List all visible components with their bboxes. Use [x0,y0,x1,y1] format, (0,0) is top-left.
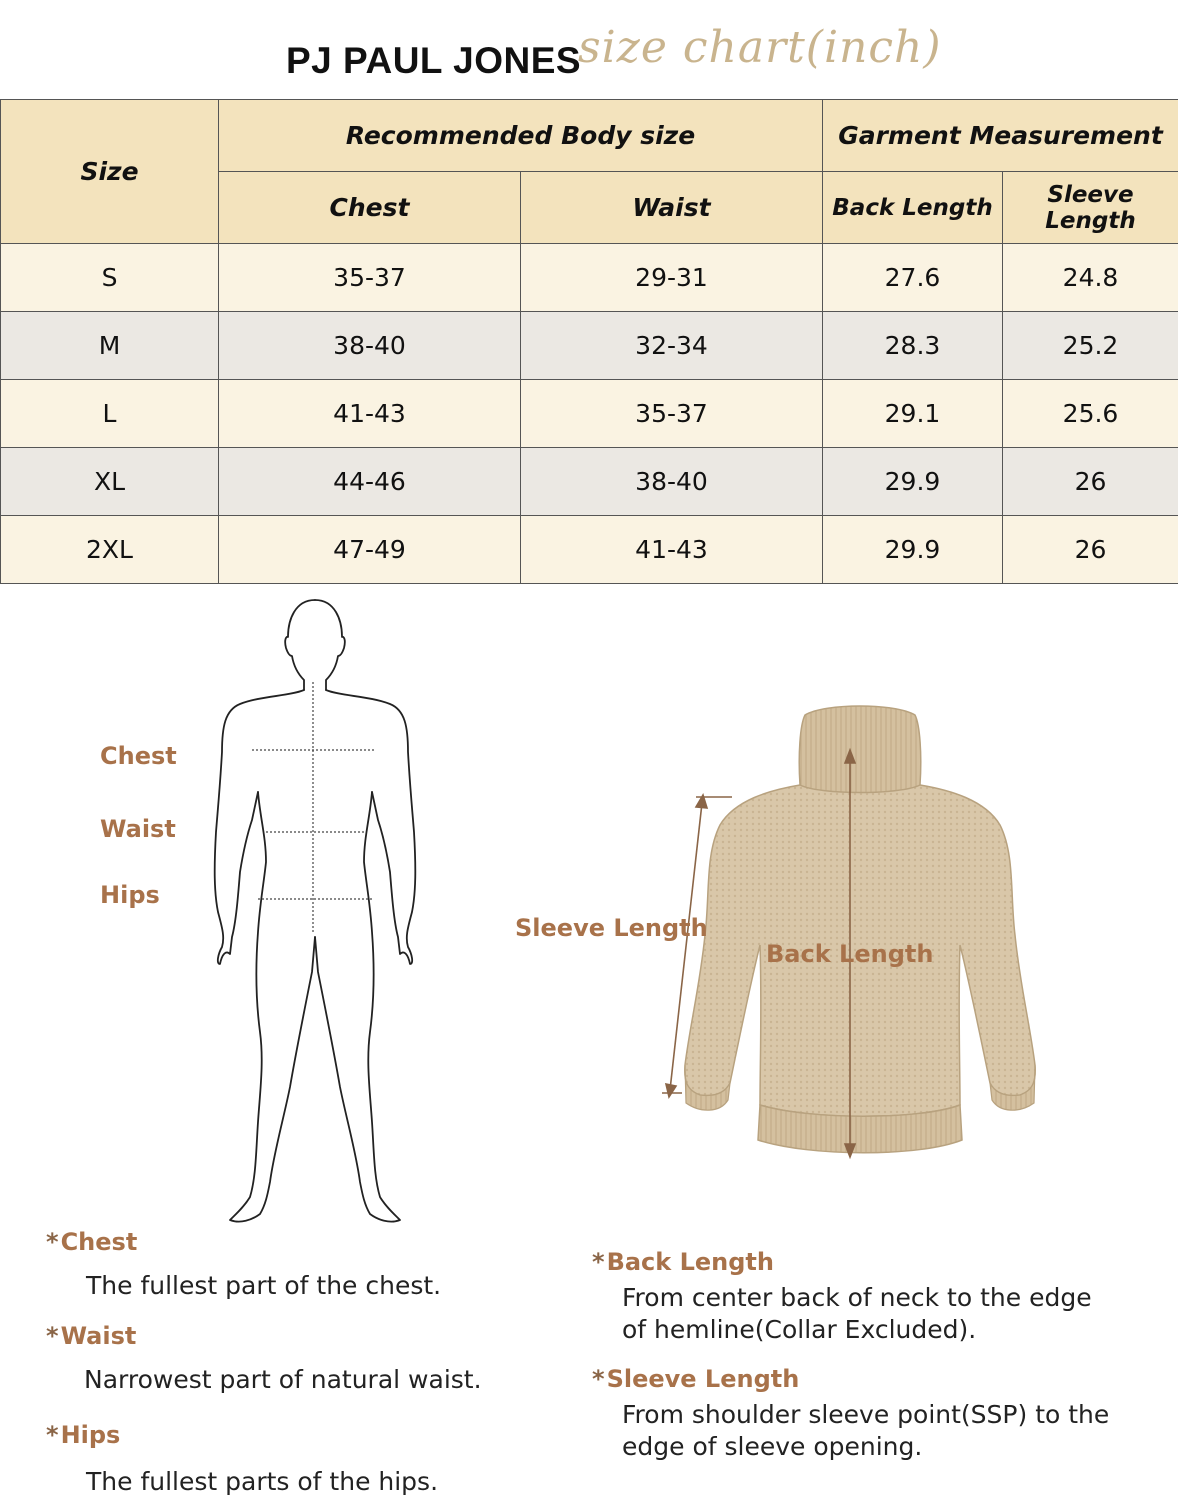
note-title-waist [46,1322,136,1350]
note-text-hips: The fullest parts of the hips. [86,1467,439,1496]
cell-waist: 29-31 [521,244,823,312]
size-chart-table [0,99,1178,584]
chart-subtitle: size chart(inch) [578,22,942,73]
note-title-back-length [592,1248,774,1276]
cell-back-length: 29.9 [823,448,1003,516]
note-title-sleeve-length [592,1365,799,1393]
cell-back-length: 28.3 [823,312,1003,380]
cell-waist: 35-37 [521,380,823,448]
header-recommended-body-size: Recommended Body size [219,100,823,172]
cell-chest: 41-43 [219,380,521,448]
table-row [1,380,1178,448]
table-row [1,516,1178,584]
cell-sleeve-length: 24.8 [1003,244,1178,312]
body-label-hips: Hips [100,881,160,909]
cell-chest: 44-46 [219,448,521,516]
table-row [1,448,1178,516]
note-text-sleeve-length-line1: From shoulder sleeve point(SSP) to the [622,1400,1110,1429]
asterisk-icon: * [46,1322,59,1350]
note-title-hips [46,1421,120,1449]
body-outline-figure [200,592,430,1232]
header-size: Size [1,100,219,244]
note-title-sleeve-length-text: Sleeve Length [606,1365,800,1393]
header-chest: Chest [219,172,521,244]
note-title-hips-text: Hips [60,1421,121,1449]
header-garment-measurement: Garment Measurement [823,100,1178,172]
note-text-back-length-line1: From center back of neck to the edge [622,1283,1092,1312]
note-text-waist: Narrowest part of natural waist. [84,1365,482,1394]
cell-back-length: 29.9 [823,516,1003,584]
cell-chest: 38-40 [219,312,521,380]
brand-name: PJ PAUL JONES [286,40,582,81]
cell-waist: 41-43 [521,516,823,584]
cell-size: L [1,380,219,448]
title-bar [0,18,1178,88]
turtleneck-sweater-figure [660,695,1060,1165]
note-title-back-length-text: Back Length [606,1248,774,1276]
cell-size: S [1,244,219,312]
note-text-back-length [622,1282,1092,1346]
garment-label-back-length: Back Length [766,940,934,968]
body-label-waist: Waist [100,815,176,843]
cell-back-length: 27.6 [823,244,1003,312]
table-row [1,244,1178,312]
note-title-waist-text: Waist [60,1322,137,1350]
cell-back-length: 29.1 [823,380,1003,448]
note-text-sleeve-length [622,1399,1109,1463]
cell-size: M [1,312,219,380]
cell-waist: 38-40 [521,448,823,516]
cell-size: 2XL [1,516,219,584]
cell-sleeve-length: 25.2 [1003,312,1178,380]
cell-chest: 47-49 [219,516,521,584]
asterisk-icon: * [592,1365,605,1393]
note-text-chest: The fullest part of the chest. [86,1271,442,1300]
cell-sleeve-length: 26 [1003,448,1178,516]
asterisk-icon: * [592,1248,605,1276]
note-text-back-length-line2: of hemline(Collar Excluded). [622,1315,977,1344]
note-text-sleeve-length-line2: edge of sleeve opening. [622,1432,923,1461]
header-sleeve-length: Sleeve Length [1003,172,1178,244]
garment-label-sleeve-length: Sleeve Length [515,914,708,942]
note-title-chest-text: Chest [60,1228,138,1256]
header-waist: Waist [521,172,823,244]
asterisk-icon: * [46,1228,59,1256]
cell-size: XL [1,448,219,516]
body-label-chest: Chest [100,742,177,770]
header-back-length: Back Length [823,172,1003,244]
cell-waist: 32-34 [521,312,823,380]
cell-sleeve-length: 25.6 [1003,380,1178,448]
asterisk-icon: * [46,1421,59,1449]
note-title-chest [46,1228,137,1256]
table-row [1,312,1178,380]
cell-chest: 35-37 [219,244,521,312]
cell-sleeve-length: 26 [1003,516,1178,584]
